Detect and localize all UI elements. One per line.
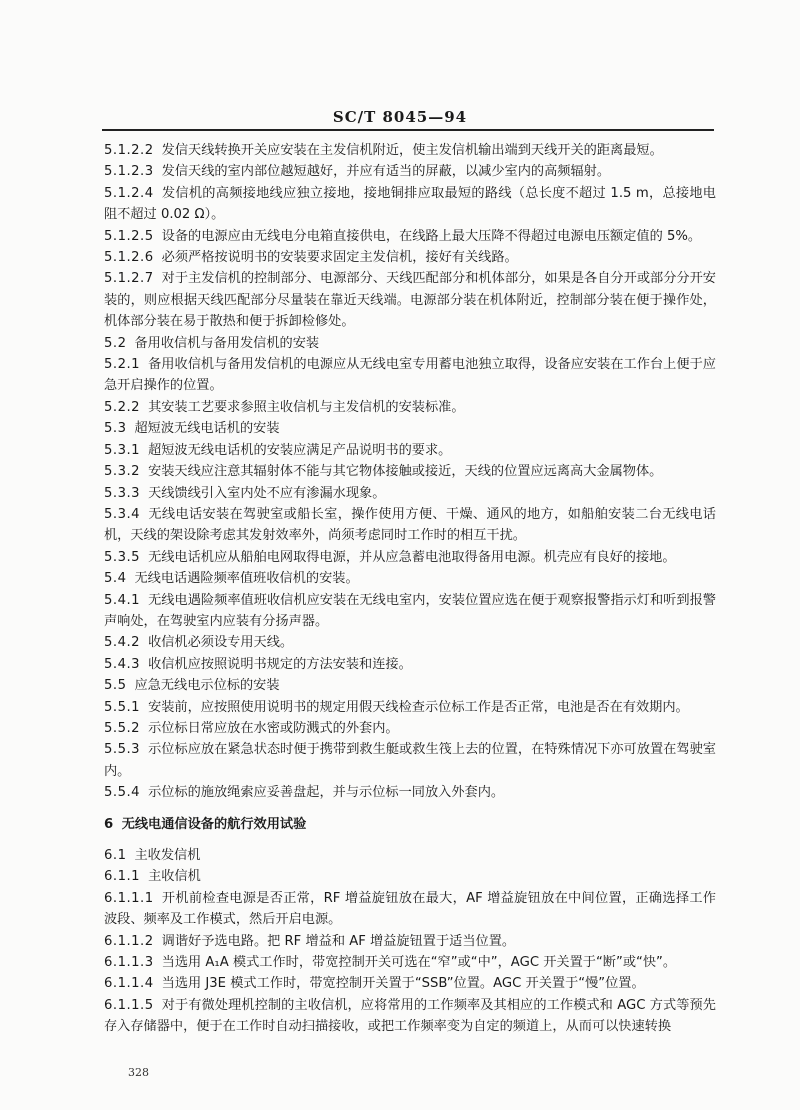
clause-paragraph — [104, 440, 716, 461]
clause-text: 超短波无线电话机的安装 — [134, 421, 280, 437]
clause-number: 6.1 — [104, 848, 127, 863]
clause-paragraph — [104, 483, 716, 504]
clause-text: 无线电话安装在驾驶室或船长室，操作使用方便、干燥、通风的地方，如船舶安装二台无线电话机，天线的架设除考虑其发射效率外，尚须考虑同时工作时的相互干扰。 — [104, 506, 716, 544]
clause-paragraph — [104, 504, 716, 547]
clause-text: 示位标应放在紧急状态时便于携带到救生艇或救生筏上去的位置，在特殊情况下亦可放置在驾驶室内。 — [104, 742, 716, 779]
clause-paragraph — [104, 590, 716, 633]
clause-text: 发信天线的室内部位越短越好，并应有适当的屏蔽，以减少室内的高频辐射。 — [161, 164, 611, 180]
clause-text: 收信机必须设专用天线。 — [148, 635, 294, 651]
clause-paragraph — [104, 183, 716, 226]
section-6-paragraphs — [104, 845, 716, 1038]
clause-text: 收信机应按照说明书规定的方法安装和连接。 — [148, 656, 412, 672]
clause-paragraph — [104, 952, 716, 973]
clause-number: 5.4.3 — [104, 656, 141, 672]
clause-text: 对于有微处理机控制的主收信机，应将常用的工作频率及其相应的工作模式和 AGC 方式等预先存入存储器中，便于在工作时自动扫描接收，或把工作频率变为自定的频道上，从而可以快速转换 — [104, 997, 716, 1035]
clause-number: 6.1.1 — [104, 869, 141, 885]
clause-paragraph — [104, 161, 716, 182]
clause-paragraph — [104, 782, 716, 803]
clause-text: 无线电话机应从船舶电网取得电源，并从应急蓄电池取得备用电源。机壳应有良好的接地。 — [148, 549, 676, 565]
clause-number: 5.5.1 — [104, 699, 141, 715]
clause-text: 主收信机 — [148, 869, 201, 885]
clause-text: 天线馈线引入室内处不应有渗漏水现象。 — [148, 485, 386, 501]
clause-text: 设备的电源应由无线电分电箱直接供电，在线路上最大压降不得超过电源电压额定值的 5%。 — [161, 228, 702, 244]
clause-paragraph — [104, 697, 716, 718]
clause-number: 5.3.4 — [104, 506, 141, 522]
clause-text: 超短波无线电话机的安装应满足产品说明书的要求。 — [148, 442, 452, 458]
section-6-heading — [104, 814, 716, 835]
clause-paragraph — [104, 995, 716, 1038]
clause-number: 5.1.2.3 — [104, 164, 154, 180]
clause-number: 5.5.2 — [104, 720, 141, 736]
clause-number: 6.1.1.5 — [104, 997, 154, 1013]
clause-number: 5.3.2 — [104, 464, 141, 480]
section-number: 6 — [104, 816, 114, 832]
clause-text: 其安装工艺要求参照主收信机与主发信机的安装标准。 — [148, 399, 465, 415]
clause-number: 5.2.1 — [104, 357, 141, 373]
clause-text: 无线电遇险频率值班收信机应安装在无线电室内，安装位置应选在便于观察报警指示灯和听到报警声响处，在驾驶室内应装有分扬声器。 — [104, 592, 716, 629]
clause-paragraph — [104, 866, 716, 887]
header-rule — [102, 129, 714, 131]
clause-number: 5.3.3 — [104, 485, 141, 501]
section-5-paragraphs — [104, 140, 716, 804]
clause-paragraph — [104, 888, 716, 931]
clause-paragraph — [104, 354, 716, 397]
clause-paragraph — [104, 397, 716, 418]
clause-paragraph — [104, 931, 716, 952]
clause-number: 5.2 — [104, 335, 127, 351]
clause-paragraph — [104, 333, 716, 354]
clause-number: 5.5.3 — [104, 742, 141, 758]
clause-number: 5.2.2 — [104, 399, 141, 415]
clause-number: 5.5.4 — [104, 785, 141, 801]
clause-paragraph — [104, 268, 716, 332]
clause-paragraph — [104, 973, 716, 994]
clause-paragraph — [104, 461, 716, 482]
clause-number: 5.1.2.4 — [104, 185, 154, 201]
clause-paragraph — [104, 418, 716, 439]
clause-number: 5.1.2.7 — [104, 271, 154, 287]
clause-number: 5.4 — [104, 571, 127, 587]
clause-paragraph — [104, 675, 716, 696]
clause-text: 备用收信机与备用发信机的电源应从无线电室专用蓄电池独立取得，设备应安装在工作台上便于应急开启操作的位置。 — [104, 357, 716, 394]
section-title: 无线电通信设备的航行效用试验 — [121, 816, 307, 832]
clause-paragraph — [104, 547, 716, 568]
clause-text: 对于主发信机的控制部分、电源部分、天线匹配部分和机体部分，如果是各自分开或部分分开安装的，则应根据天线匹配部分尽量装在靠近天线端。电源部分装在机体附近，控制部分装在便于操作处，机体部分装在易于散热和便于拆卸检修处。 — [104, 271, 716, 330]
clause-paragraph — [104, 140, 716, 161]
page-number: 328 — [128, 1066, 149, 1079]
clause-paragraph — [104, 226, 716, 247]
clause-text: 主收发信机 — [134, 848, 201, 863]
clause-number: 5.4.1 — [104, 592, 141, 608]
clause-paragraph — [104, 632, 716, 653]
clause-number: 5.1.2.5 — [104, 228, 154, 244]
clause-text: 当选用 J3E 模式工作时，带宽控制开关置于“SSB”位置。AGC 开关置于“慢”位置。 — [161, 976, 645, 992]
clause-paragraph — [104, 247, 716, 268]
clause-number: 5.1.2.2 — [104, 143, 154, 158]
clause-number: 5.4.2 — [104, 635, 141, 651]
clause-number: 6.1.1.4 — [104, 976, 154, 992]
clause-number: 5.3 — [104, 421, 127, 437]
clause-text: 安装天线应注意其辐射体不能与其它物体接触或接近，天线的位置应远离高大金属物体。 — [148, 464, 663, 480]
clause-text: 应急无线电示位标的安装 — [134, 678, 280, 694]
clause-text: 发信机的高频接地线应独立接地，接地铜排应取最短的路线（总长度不超过 1.5 m，总接地电阻不超过 0.02 Ω）。 — [104, 185, 716, 223]
clause-number: 5.3.5 — [104, 549, 141, 565]
document-header-code: SC/T 8045—94 — [332, 108, 468, 126]
clause-text: 无线电话遇险频率值班收信机的安装。 — [134, 571, 359, 587]
clause-text: 安装前，应按照使用说明书的规定用假天线检查示位标工作是否正常，电池是否在有效期内。 — [148, 699, 689, 715]
clause-paragraph — [104, 845, 716, 866]
document-body — [104, 140, 716, 1038]
clause-text: 发信天线转换开关应安装在主发信机附近，使主发信机输出端到天线开关的距离最短。 — [161, 143, 663, 158]
clause-text: 必须严格按说明书的安装要求固定主发信机，接好有关线路。 — [161, 250, 518, 266]
clause-text: 当选用 A₁A 模式工作时，带宽控制开关可选在“窄”或“中”，AGC 开关置于“断”或“快”。 — [161, 955, 677, 971]
clause-number: 5.5 — [104, 678, 127, 694]
clause-paragraph — [104, 568, 716, 589]
clause-text: 调谐好予选电路。把 RF 增益和 AF 增益旋钮置于适当位置。 — [161, 933, 516, 949]
clause-text: 开机前检查电源是否正常，RF 增益旋钮放在最大，AF 增益旋钮放在中间位置，正确选择工作波段、频率及工作模式，然后开启电源。 — [104, 890, 716, 928]
clause-paragraph — [104, 739, 716, 782]
clause-text: 备用收信机与备用发信机的安装 — [134, 335, 320, 351]
clause-text: 示位标日常应放在水密或防溅式的外套内。 — [148, 720, 399, 736]
clause-number: 5.3.1 — [104, 442, 141, 458]
clause-text: 示位标的施放绳索应妥善盘起，并与示位标一同放入外套内。 — [148, 785, 505, 801]
clause-paragraph — [104, 718, 716, 739]
clause-number: 6.1.1.3 — [104, 955, 154, 971]
clause-paragraph — [104, 654, 716, 675]
clause-number: 6.1.1.2 — [104, 933, 154, 949]
clause-number: 5.1.2.6 — [104, 250, 154, 266]
clause-number: 6.1.1.1 — [104, 890, 154, 906]
